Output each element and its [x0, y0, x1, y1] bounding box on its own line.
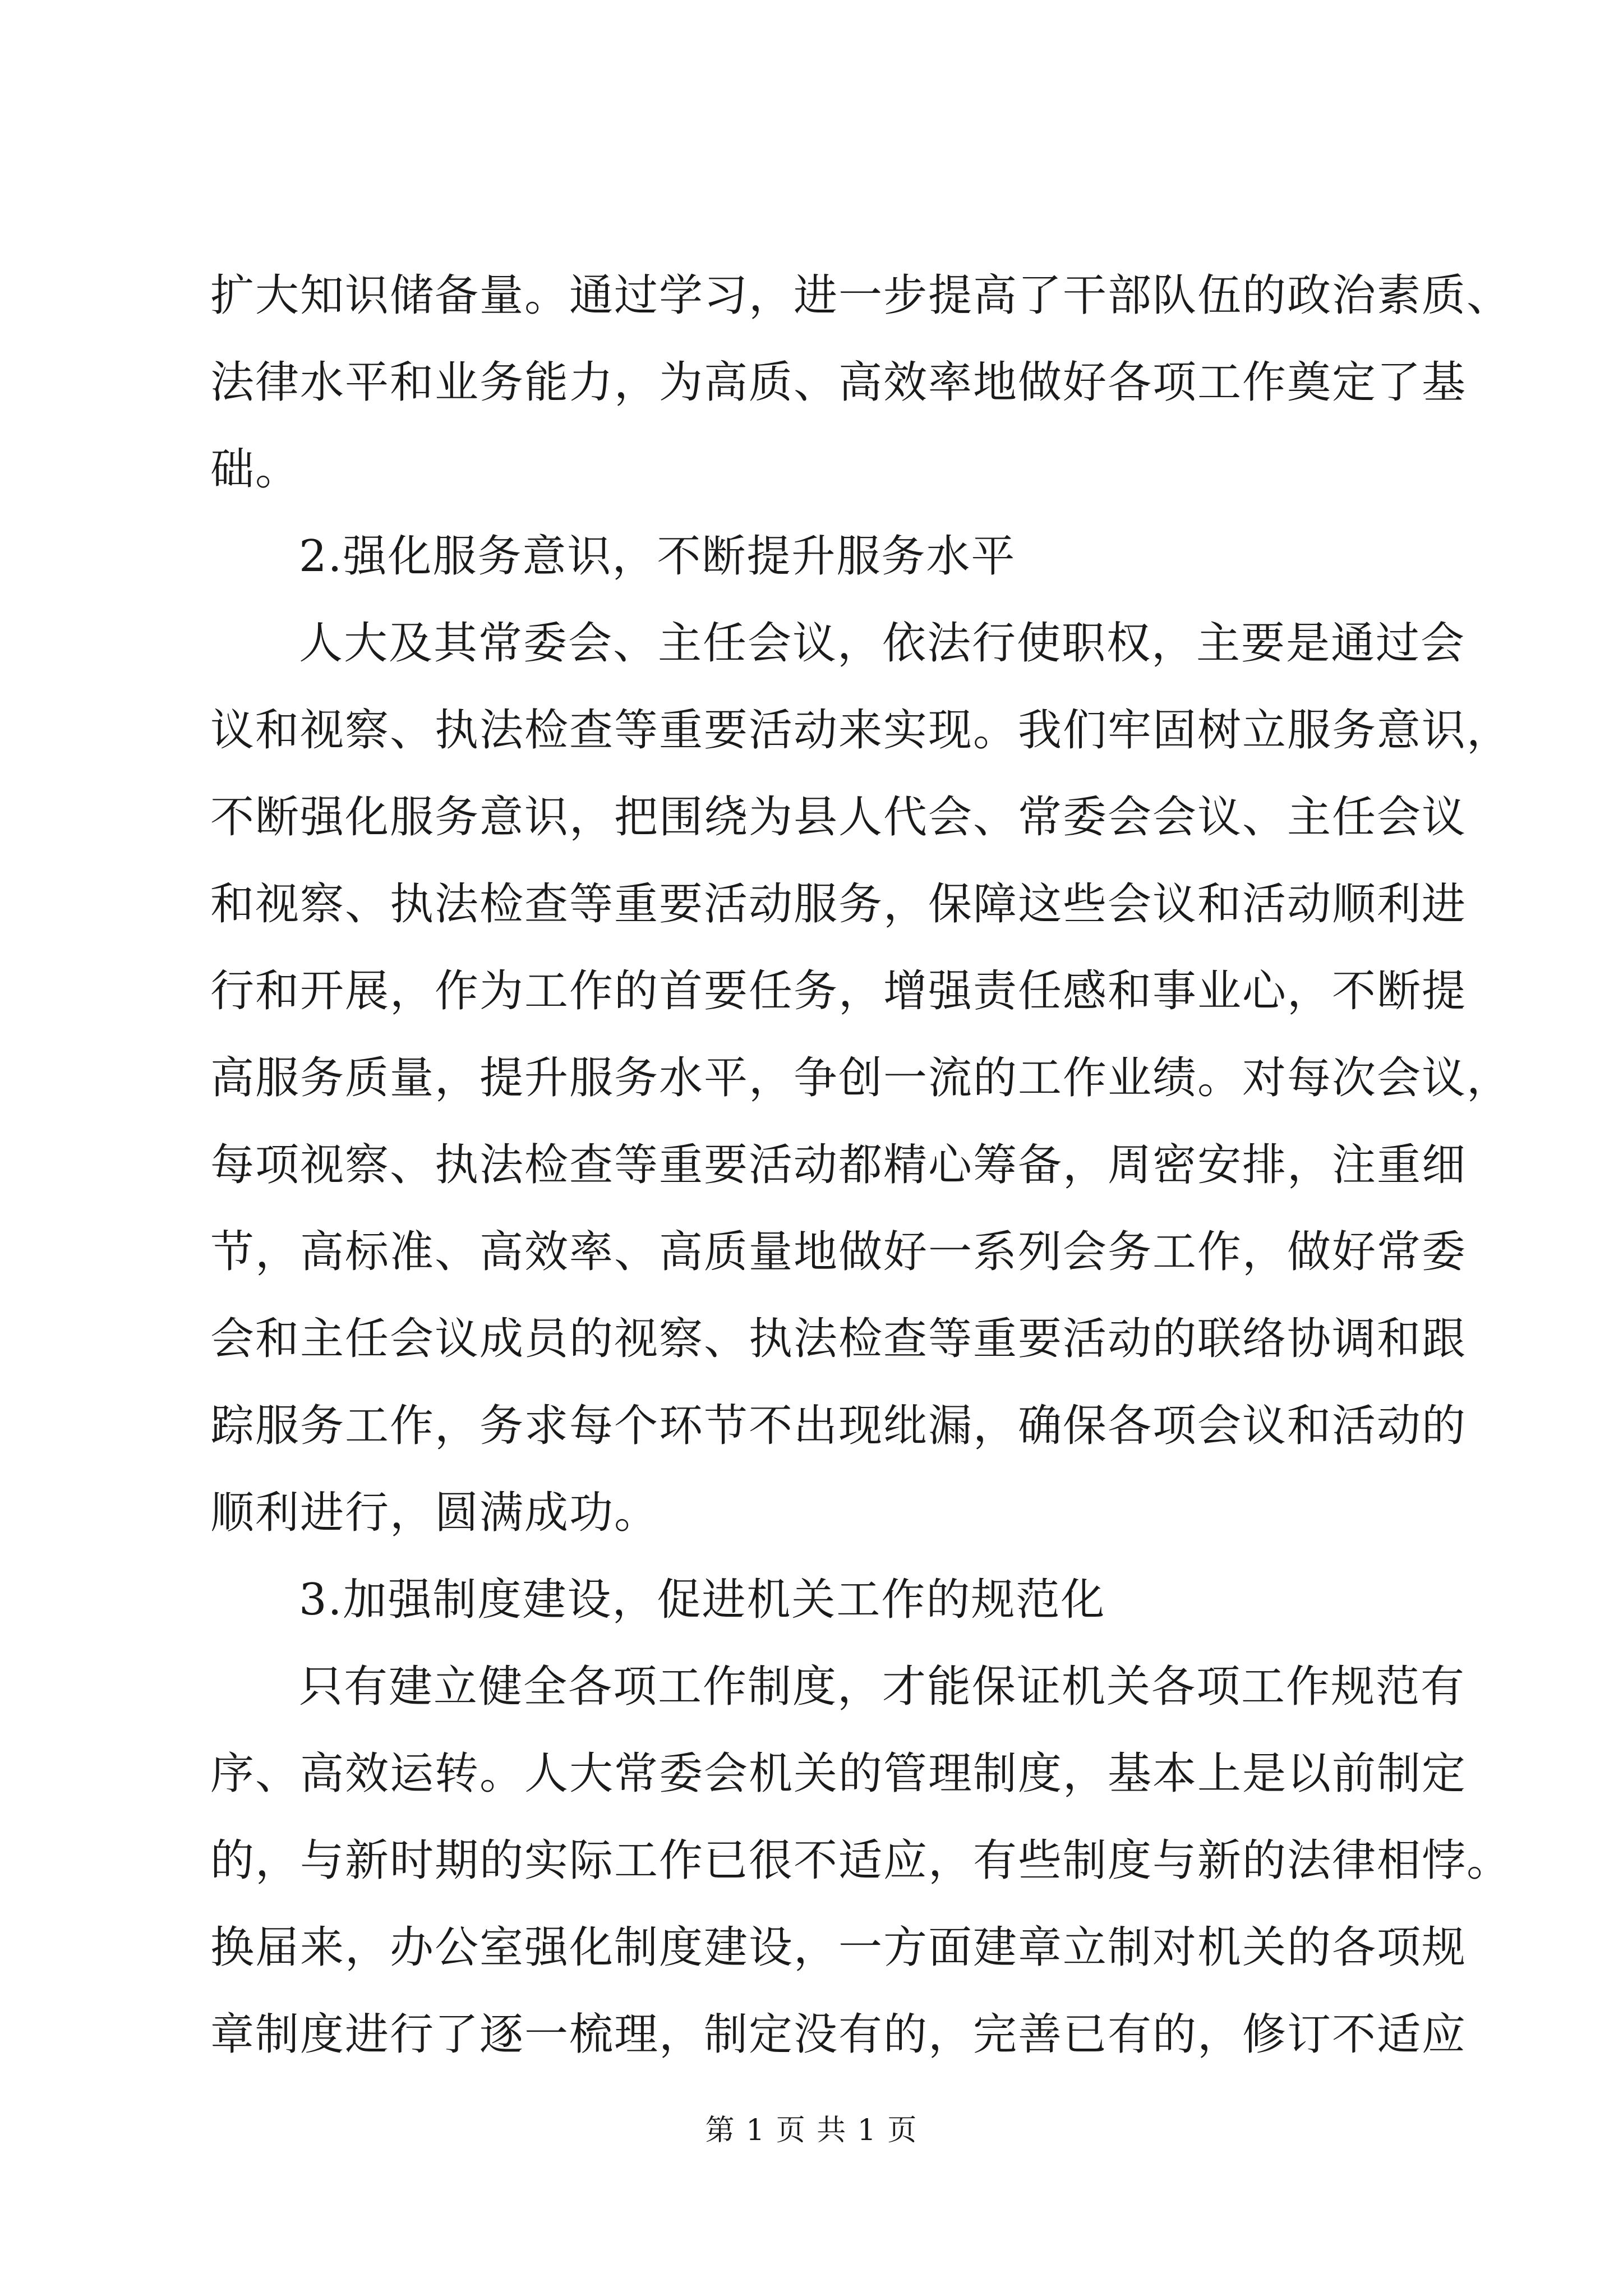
text-line: 换届来，办公室强化制度建设，一方面建章立制对机关的各项规	[210, 1922, 1467, 1973]
text-line: 高服务质量，提升服务水平，争创一流的工作业绩。对每次会议，	[210, 1053, 1512, 1103]
text-line: 扩大知识储备量。通过学习，进一步提高了干部队伍的政治素质、	[210, 270, 1512, 321]
text-line: 会和主任会议成员的视察、执法检查等重要活动的联络协调和跟	[210, 1314, 1467, 1364]
text-line: 不断强化服务意识，把围绕为县人代会、常委会会议、主任会议	[210, 792, 1467, 843]
text-line: 只有建立健全各项工作制度，才能保证机关各项工作规范有	[299, 1662, 1466, 1712]
page-number-footer: 第 1 页 共 1 页	[705, 2114, 918, 2147]
text-line: 行和开展，作为工作的首要任务，增强责任感和事业心，不断提	[210, 966, 1467, 1016]
text-line: 章制度进行了逐一梳理，制定没有的，完善已有的，修订不适应	[210, 2009, 1467, 2060]
document-body	[210, 252, 1512, 2078]
section-heading-2: 2.强化服务意识，不断提升服务水平	[299, 531, 1016, 582]
text-line: 每项视察、执法检查等重要活动都精心筹备，周密安排，注重细	[210, 1140, 1467, 1190]
text-line: 人大及其常委会、主任会议，依法行使职权，主要是通过会	[299, 618, 1466, 669]
text-line: 踪服务工作，务求每个环节不出现纰漏，确保各项会议和活动的	[210, 1401, 1467, 1451]
text-line: 顺利进行，圆满成功。	[210, 1488, 660, 1538]
text-line: 的，与新时期的实际工作已很不适应，有些制度与新的法律相悖。	[210, 1835, 1512, 1886]
text-line: 和视察、执法检查等重要活动服务，保障这些会议和活动顺利进	[210, 879, 1467, 930]
section-heading-3: 3.加强制度建设，促进机关工作的规范化	[299, 1575, 1106, 1625]
text-line: 序、高效运转。人大常委会机关的管理制度，基本上是以前制定	[210, 1749, 1467, 1799]
text-line: 法律水平和业务能力，为高质、高效率地做好各项工作奠定了基	[210, 357, 1467, 408]
text-line: 节，高标准、高效率、高质量地做好一系列会务工作，做好常委	[210, 1227, 1467, 1277]
text-line: 议和视察、执法检查等重要活动来实现。我们牢固树立服务意识，	[210, 705, 1512, 756]
text-line: 础。	[210, 444, 301, 495]
